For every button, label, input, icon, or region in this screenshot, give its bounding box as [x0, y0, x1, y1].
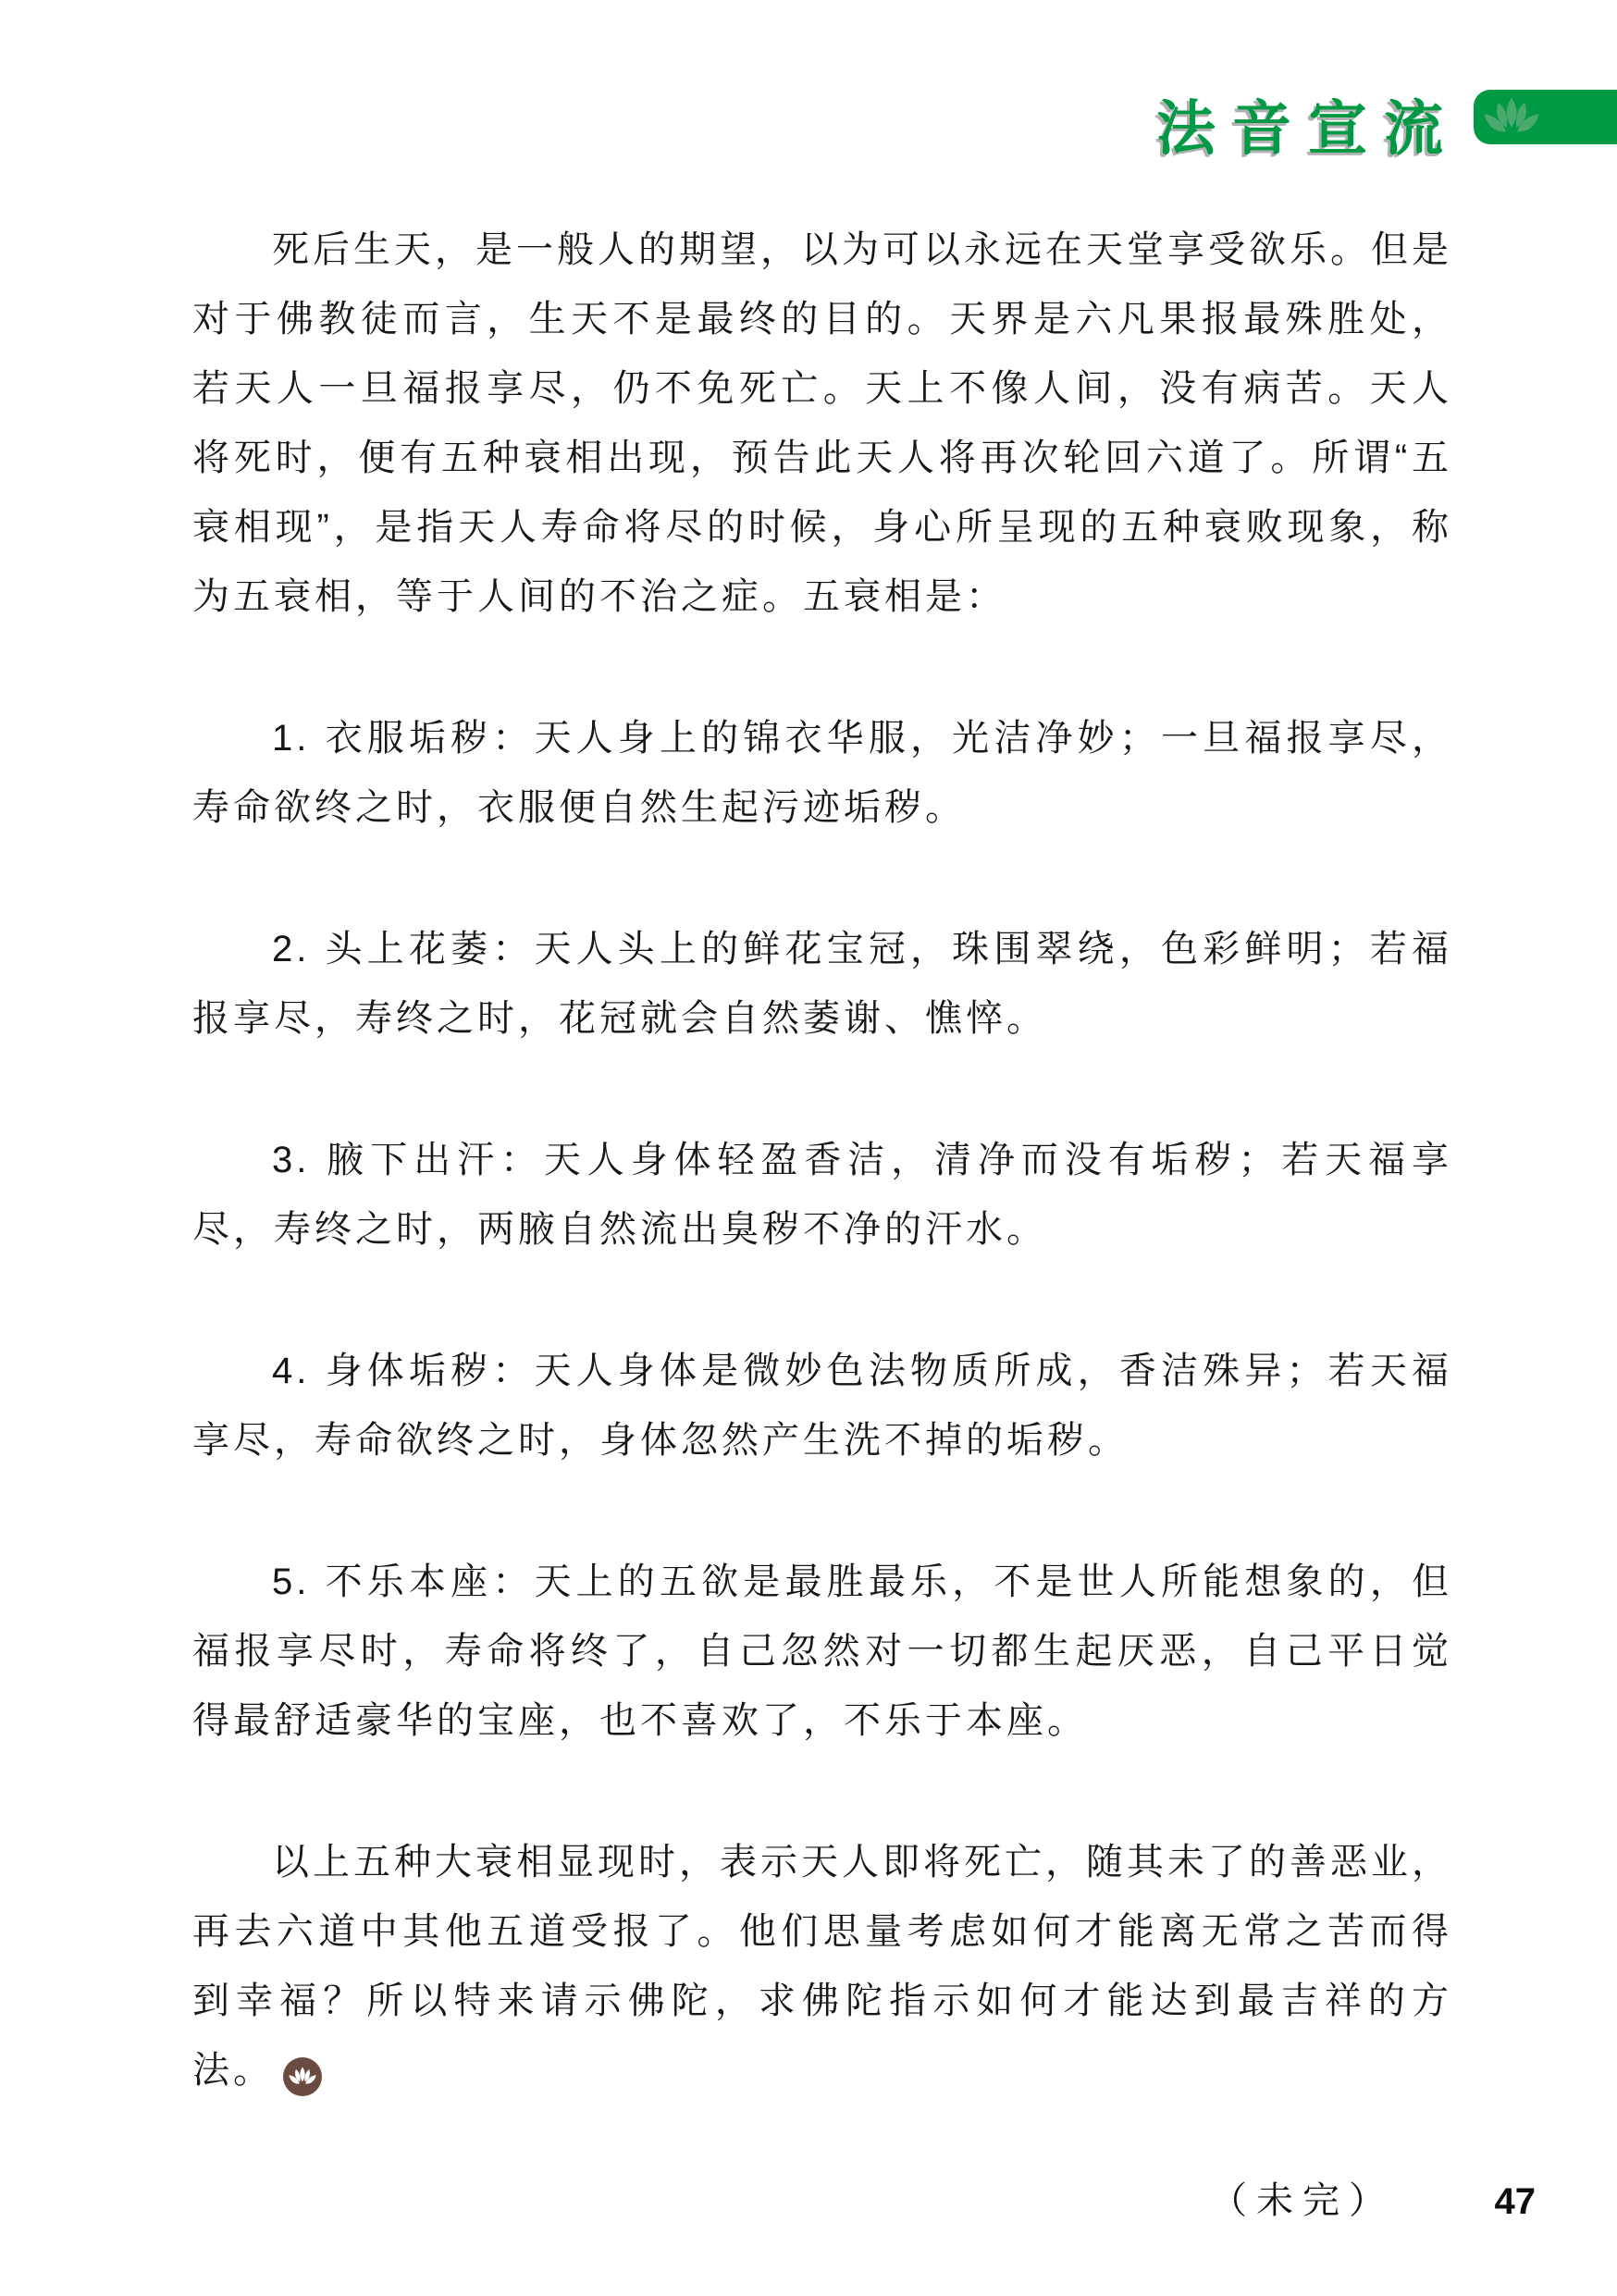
page-number: 47: [1494, 2181, 1536, 2222]
decay-sign-item-5: 5. 不乐本座：天上的五欲是最胜最乐，不是世人所能想象的，但福报享尽时，寿命将终了，自己忽然对一切都生起厌恶，自己平日觉得最舒适豪华的宝座，也不喜欢了，不乐于本座。: [192, 1562, 1452, 1741]
decay-sign-item-3: 3. 腋下出汗：天人身体轻盈香洁，清净而没有垢秽；若天福享尽，寿终之时，两腋自然流出臭秽不净的汗水。: [192, 1140, 1452, 1250]
lotus-circle-icon: [283, 2057, 322, 2096]
to-be-continued: （未完）: [1210, 2179, 1395, 2221]
article-body: [192, 216, 1452, 2296]
closing-text: 以上五种大衰相显现时，表示天人即将死亡，随其未了的善恶业，再去六道中其他五道受报了。他们思量考虑如何才能离无常之苦而得到幸福？所以特来请示佛陀，求佛陀指示如何才能达到最吉祥的方法。: [192, 1842, 1452, 2091]
closing-paragraph: [192, 1828, 1452, 2105]
decay-sign-item-4: 4. 身体垢秽：天人身体是微妙色法物质所成，香洁殊异；若天福享尽，寿命欲终之时，身体忽然产生洗不掉的垢秽。: [192, 1351, 1452, 1461]
intro-paragraph: 死后生天，是一般人的期望，以为可以永远在天堂享受欲乐。但是对于佛教徒而言，生天不是最终的目的。天界是六凡果报最殊胜处，若天人一旦福报享尽，仍不免死亡。天上不像人间，没有病苦。天人将死时，便有五种衰相出现，预告此天人将再次轮回六道了。所谓“五衰相现”，是指天人寿命将尽的时候，身心所呈现的五种衰败现象，称为五衰相，等于人间的不治之症。五衰相是：: [192, 229, 1452, 617]
lotus-icon: [1482, 95, 1541, 140]
magazine-title: 法音宣流: [1156, 95, 1460, 162]
decay-sign-item-1: 1. 衣服垢秽：天人身上的锦衣华服，光洁净妙；一旦福报享尽，寿命欲终之时，衣服便自然生起污迹垢秽。: [192, 718, 1452, 828]
masthead-badge: [1474, 90, 1617, 144]
decay-sign-item-2: 2. 头上花萎：天人头上的鲜花宝冠，珠围翠绕，色彩鲜明；若福报享尽，寿终之时，花冠就会自然萎谢、憔悴。: [192, 929, 1452, 1039]
